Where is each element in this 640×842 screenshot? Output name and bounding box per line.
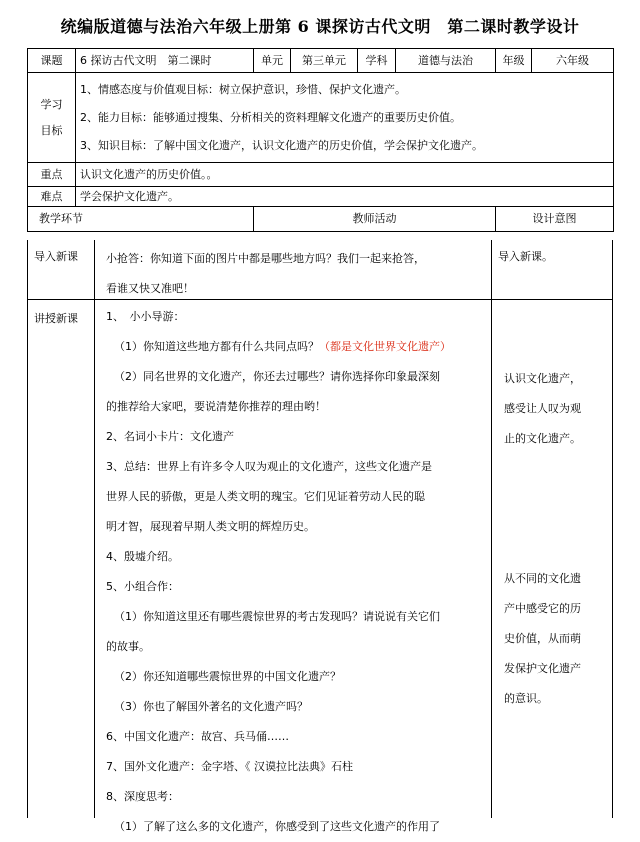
intent-col-header: 设计意图 [496,207,614,232]
intent2-line-4: 发保护文化遗产 [504,662,581,675]
intro-intent: 导入新课。 [498,250,553,263]
body-section [27,240,613,833]
intro-line-2: 看谁又快又准吧！ [106,282,194,295]
divider-intent [491,240,492,818]
lesson-intent-2 [498,560,587,718]
lesson-line-18: （1）了解了这么多的文化遗产，你感受到了这些文化遗产的作用了 [114,820,440,833]
divider-stage [94,240,95,818]
intro-line-1: 小抢答：你知道下面的图片中都是哪些地方吗？我们一起来抢答， [106,252,425,265]
lesson-line-12: 的故事。 [106,640,150,653]
document-title: 统编版道德与法治六年级上册第 6 课探访古代文明 第二课时教学设计 [60,17,580,36]
lesson-answer-1: （都是文化世界文化遗产） [319,340,451,353]
intent1-line-1: 认识文化遗产， [504,372,581,385]
stage-col-cell [28,207,254,232]
goals-label-line2: 目标 [40,123,63,137]
goal-knowledge: 3、知识目标：了解中国文化遗产，认识文化遗产的历史价值，学会保护文化遗产。 [80,138,483,152]
topic-value: 6 探访古代文明 第二课时 [76,49,254,73]
lesson-line-13: （2）你还知道哪些震惊世界的中国文化遗产？ [114,670,341,683]
intro-stage: 导入新课 [34,250,78,263]
goals-label [28,73,76,163]
subject-label: 学科 [358,49,396,73]
grade-label: 年级 [496,49,532,73]
intent1-line-2: 感受让人叹为观 [504,402,581,415]
lesson-line-14: （3）你也了解国外著名的文化遗产吗？ [114,700,308,713]
lesson-line-6: 3、总结：世界上有许多令人叹为观止的文化遗产，这些文化遗产是 [106,460,432,473]
lesson-line-4: 的推荐给大家吧，要说清楚你推荐的理由哟！ [106,400,326,413]
key-point-row [28,163,614,187]
difficulty-row [28,187,614,207]
lesson-line-7: 世界人民的骄傲，更是人类文明的瑰宝。它们见证着劳动人民的聪 [106,490,425,503]
lesson-question-1: （1）你知道这些地方都有什么共同点吗？ [114,340,319,353]
lesson-line-5: 2、名词小卡片：文化遗产 [106,430,234,443]
intent2-line-2: 产中感受它的历 [504,602,581,615]
header-row [28,49,614,73]
lesson-line-11: （1）你知道这里还有哪些震惊世界的考古发现吗？请说说有关它们 [114,610,440,623]
lesson-line-3: （2）同名世界的文化遗产，你还去过哪些？请你选择你印象最深刻 [114,370,440,383]
lesson-stage: 讲授新课 [34,312,78,325]
lesson-plan-table [27,48,614,232]
lesson-line-16: 7、国外文化遗产：金字塔、《 汉谟拉比法典》石柱 [106,760,353,773]
lesson-line-8: 明才智，展现着早期人类文明的辉煌历史。 [106,520,315,533]
intro-activity [106,244,486,304]
lesson-line-9: 4、殷墟介绍。 [106,550,179,563]
lesson-activity [106,302,488,842]
lesson-line-17: 8、深度思考： [106,790,179,803]
intent2-line-5: 的意识。 [504,692,548,705]
topic-label: 课题 [28,49,76,73]
goal-ability: 2、能力目标：能够通过搜集、分析相关的资料理解文化遗产的重要历史价值。 [80,110,461,124]
subject-value: 道德与法治 [396,49,496,73]
stage-col-header: 教学环节 [39,212,83,225]
column-header-row [28,207,614,232]
goals-row [28,73,614,163]
goal-emotion: 1、情感态度与价值观目标：树立保护意识，珍惜、保护文化遗产。 [80,82,406,96]
unit-label: 单元 [254,49,291,73]
grade-value: 六年级 [532,49,614,73]
lesson-intent-1 [498,360,587,458]
intent1-line-3: 止的文化遗产。 [504,432,581,445]
goals-content [76,73,614,163]
activity-col-header: 教师活动 [254,207,496,232]
key-point-text: 认识文化遗产的历史价值。。 [76,163,614,187]
unit-value: 第三单元 [291,49,358,73]
lesson-line-1: 1、 小小导游： [106,310,185,323]
difficulty-label: 难点 [28,187,76,207]
goals-label-line1: 学习 [40,97,63,111]
key-point-label: 重点 [28,163,76,187]
intent2-line-1: 从不同的文化遗 [504,572,581,585]
lesson-line-10: 5、小组合作： [106,580,179,593]
lesson-line-15: 6、中国文化遗产：故宫、兵马俑…… [106,730,289,743]
lesson-line-2 [106,332,488,362]
intent2-line-3: 史价值，从而萌 [504,632,581,645]
difficulty-text: 学会保护文化遗产。 [76,187,614,207]
